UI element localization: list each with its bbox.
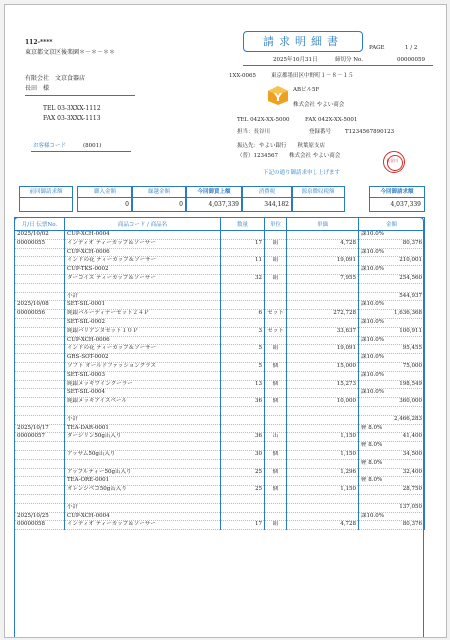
cell-qty [221,503,265,512]
summary-total: 今回御請求額 4,037,339 [369,186,425,212]
cell-date [15,380,65,389]
cell-date [15,345,65,354]
cell-qty [221,406,265,415]
cell-amount: 課10.0% [359,301,425,310]
table-row [15,468,425,477]
cell-item: ダージリン50g缶入り [65,433,221,442]
table-row [15,494,425,503]
cell-amount: 軽 8.0% [359,442,425,451]
cell-date [15,292,65,301]
cell-qty [221,283,265,292]
cell-date [15,354,65,363]
cell-price [287,503,359,512]
table-row [15,345,425,354]
cell-price [287,283,359,292]
table-row [15,231,425,240]
issuer-address1: 東京都墨田区中野町１－８－１５ [271,73,354,79]
cell-item: CUP-XCH-0004 [65,231,221,240]
cell-price [287,389,359,398]
cell-item [65,494,221,503]
cell-date: 2025/10/02 [15,231,65,240]
cell-qty: 11 [221,257,265,266]
cell-unit: 組 [265,521,287,530]
cell-qty [221,336,265,345]
cell-amount: 28,750 [359,486,425,495]
cell-item: アップルティー50g缶入り [65,468,221,477]
cell-qty: 3 [221,327,265,336]
cell-price [287,292,359,301]
company-seal [383,151,405,173]
cell-price [287,266,359,275]
cell-qty [221,477,265,486]
cell-date [15,257,65,266]
header-amount: 金額 [359,218,425,231]
cell-qty [221,415,265,424]
cell-amount: 課10.0% [359,231,425,240]
table-row [15,266,425,275]
cell-amount: 軽 8.0% [359,477,425,486]
cell-amount: 課10.0% [359,512,425,521]
cell-qty [221,292,265,301]
invoice-page [4,4,447,638]
summary-purchase: 今回御買上額 4,037,339 [185,186,243,212]
cell-unit: 組 [265,239,287,248]
line-items-table [14,217,425,530]
cell-price: 1,296 [287,468,359,477]
cell-item: SET-SIL-0003 [65,371,221,380]
cell-qty [221,354,265,363]
table-row [15,424,425,433]
cell-item: アッサム50g缶入り [65,450,221,459]
table-row [15,310,425,319]
cell-item: GRS-SOT-0002 [65,354,221,363]
cell-date [15,266,65,275]
cell-amount [359,494,425,503]
cell-price [287,354,359,363]
cell-qty [221,459,265,468]
cell-amount: 課10.0% [359,266,425,275]
issuer-address2: ABビル5F [293,87,320,93]
invoice-date: 2025年10月31日 [273,57,318,63]
cell-price: 19,091 [287,345,359,354]
cell-unit: 個 [265,362,287,371]
cell-qty: 17 [221,239,265,248]
cell-unit [265,503,287,512]
cell-item: 小計 [65,415,221,424]
cell-item [65,406,221,415]
cell-date [15,477,65,486]
cell-qty [221,266,265,275]
cell-price: 1,150 [287,450,359,459]
cell-price [287,424,359,433]
cell-price: 272,728 [287,310,359,319]
cell-amount: 210,001 [359,257,425,266]
header-qty: 数量 [221,218,265,231]
cell-date [15,336,65,345]
cell-item: CUP-XCH-0004 [65,512,221,521]
issuer-rep: 担当：長谷川 [237,129,271,135]
page-value: 1 / 2 [405,45,418,51]
cell-unit: 缶 [265,433,287,442]
customer-tel: TEL 03-3XXX-1112 [43,105,101,112]
cell-date [15,450,65,459]
cell-price [287,512,359,521]
table-row [15,274,425,283]
cell-date: 00000055 [15,239,65,248]
cell-item: インドの花 ティーカップ＆ソーサー [65,345,221,354]
cell-item: SET-SIL-0002 [65,318,221,327]
issuer-bank1: 振込先：やよい銀行 秋葉原支店 [237,143,326,149]
cell-price [287,301,359,310]
cell-date [15,318,65,327]
cell-date: 00000058 [15,521,65,530]
cell-date [15,406,65,415]
cell-unit [265,318,287,327]
cell-item: CUP-TKS-0002 [65,266,221,275]
cell-price [287,371,359,380]
cell-amount: 課10.0% [359,354,425,363]
cell-price: 15,273 [287,380,359,389]
cell-amount: 課10.0% [359,336,425,345]
cell-price [287,415,359,424]
cell-date: 2025/10/08 [15,301,65,310]
cell-amount: 軽 8.0% [359,459,425,468]
cell-price: 33,637 [287,327,359,336]
table-row [15,415,425,424]
summary-tax: 消費税 344,182 [241,186,293,212]
invoice-no-label: 締切分 No. [335,57,364,63]
cell-date [15,398,65,407]
header-item: 商品コード / 商品名 [65,218,221,231]
cell-amount [359,406,425,415]
cell-item: インディオ ティーカップ＆ソーサー [65,521,221,530]
table-row [15,486,425,495]
cell-date [15,283,65,292]
cell-qty: 25 [221,486,265,495]
cell-qty [221,389,265,398]
table-row [15,354,425,363]
cell-date [15,494,65,503]
cell-qty: 5 [221,345,265,354]
table-row [15,248,425,257]
cell-unit [265,266,287,275]
cell-qty [221,512,265,521]
cell-unit: 個 [265,398,287,407]
cell-price [287,477,359,486]
table-row [15,398,425,407]
cell-amount: 80,376 [359,521,425,530]
issuer-reg-no: T1234567890123 [345,129,395,135]
header-price: 単価 [287,218,359,231]
notice-text: 下記の通り御請求申し上げます [263,170,341,176]
issuer-bank2: （普）1234567 株式会社 やよい商会 [237,153,341,159]
cell-unit [265,512,287,521]
cell-qty: 13 [221,380,265,389]
table-row [15,318,425,327]
table-row [15,257,425,266]
cell-amount [359,283,425,292]
cell-price [287,442,359,451]
cell-date [15,327,65,336]
cell-unit: 個 [265,450,287,459]
cell-price: 4,728 [287,521,359,530]
table-row [15,521,425,530]
summary-prev: 前回御請求額 [19,186,73,212]
page-label: PAGE [369,45,385,51]
cell-unit [265,301,287,310]
cell-amount: 課10.0% [359,389,425,398]
customer-code: (8001) [83,143,102,149]
cell-amount: 360,000 [359,398,425,407]
table-row [15,283,425,292]
cell-item: インディオ ティーカップ＆ソーサー [65,239,221,248]
cell-qty [221,318,265,327]
logo-letter: Y [274,91,282,104]
customer-contact: 長田 様 [25,85,50,92]
cell-date [15,468,65,477]
customer-postal: 112-**** [25,39,53,46]
cell-unit: 個 [265,468,287,477]
cell-date [15,362,65,371]
cell-amount: 254,560 [359,274,425,283]
seal-text: 長谷川 [386,158,398,163]
table-row [15,477,425,486]
cell-unit [265,292,287,301]
cell-price [287,318,359,327]
cell-item: CUP-XCH-0006 [65,248,221,257]
cell-unit [265,231,287,240]
cell-item: SET-SIL-0001 [65,301,221,310]
cell-unit: 組 [265,345,287,354]
cell-qty: 36 [221,433,265,442]
cell-date [15,442,65,451]
cell-price: 1,150 [287,486,359,495]
cell-item: オレンジペコ50g缶入り [65,486,221,495]
cell-amount: 32,400 [359,468,425,477]
issuer-fax: FAX 042X-XX-5001 [305,117,358,123]
table-row [15,336,425,345]
cell-qty: 36 [221,398,265,407]
cell-date [15,274,65,283]
issuer-reg-label: 登録番号 [309,129,332,135]
summary-payment: 御入金額 0 [77,186,133,212]
cell-date [15,459,65,468]
cell-amount: 75,000 [359,362,425,371]
cell-date [15,248,65,257]
cell-item: CUP-XCH-0006 [65,336,221,345]
cell-date: 2025/10/25 [15,512,65,521]
cell-unit [265,494,287,503]
cell-qty: 32 [221,274,265,283]
cell-unit: 組 [265,274,287,283]
cell-price: 19,091 [287,257,359,266]
table-row [15,406,425,415]
cell-qty [221,424,265,433]
cell-price [287,248,359,257]
cell-item: 純銀メッキワインクーラー [65,380,221,389]
cell-date [15,503,65,512]
cell-qty [221,231,265,240]
table-row [15,459,425,468]
cell-unit: セット [265,310,287,319]
cell-item: ターコイズ ティーカップ＆ソーサー [65,274,221,283]
cell-amount: 課10.0% [359,318,425,327]
cell-item: 小計 [65,503,221,512]
cell-item: 純銀バルーディナーセット２４Ｐ [65,310,221,319]
cell-price: 10,000 [287,398,359,407]
cell-date [15,371,65,380]
cell-item: TEA-ORE-0001 [65,477,221,486]
cell-item: ソフト オールドファッショングラス [65,362,221,371]
cell-unit [265,283,287,292]
cell-unit [265,415,287,424]
cell-unit [265,442,287,451]
table-row [15,433,425,442]
cell-amount: 95,455 [359,345,425,354]
cell-price [287,459,359,468]
table-row [15,442,425,451]
table-row [15,503,425,512]
table-row [15,362,425,371]
cell-amount: 41,400 [359,433,425,442]
cell-amount: 80,376 [359,239,425,248]
header-unit: 単位 [265,218,287,231]
cell-price [287,336,359,345]
cell-qty: 30 [221,450,265,459]
cell-price: 7,955 [287,274,359,283]
table-row [15,450,425,459]
cell-unit: 個 [265,380,287,389]
customer-address: 東京都文京区後楽園＊－＊－＊＊ [25,49,116,56]
cell-date: 2025/10/17 [15,424,65,433]
issuer-company: 株式会社 やよい商会 [293,102,345,108]
cell-item: TEA-DAR-0001 [65,424,221,433]
cell-amount: 課10.0% [359,371,425,380]
cell-amount: 軽 8.0% [359,424,425,433]
cell-price: 4,728 [287,239,359,248]
cell-unit [265,477,287,486]
cell-amount: 2,466,283 [359,415,425,424]
document-title: 請求明細書 [243,31,363,52]
customer-code-label: お客様コード [33,143,67,149]
cell-date [15,415,65,424]
cell-qty: 25 [221,468,265,477]
cell-amount: 課10.0% [359,248,425,257]
cell-price: 15,000 [287,362,359,371]
summary-carry: 繰越金額 0 [131,186,187,212]
table-row [15,380,425,389]
customer-fax: FAX 03-3XXX-1113 [43,115,101,122]
cell-qty [221,494,265,503]
cell-unit [265,406,287,415]
invoice-no-value: 00000059 [397,57,425,63]
table-row [15,327,425,336]
cell-item: SET-SIL-0004 [65,389,221,398]
cell-amount: 544,937 [359,292,425,301]
cell-item: 純銀メッキアイスペール [65,398,221,407]
summary-withholding: 源泉徴収税額 [291,186,345,212]
cell-date [15,486,65,495]
cell-unit [265,354,287,363]
table-row [15,389,425,398]
cell-unit [265,248,287,257]
cell-qty [221,248,265,257]
cell-unit [265,424,287,433]
issuer-postal: 1XX-0065 [229,73,256,79]
cell-price: 1,150 [287,433,359,442]
cell-price [287,406,359,415]
table-row [15,301,425,310]
issuer-tel: TEL 042X-XX-5000 [237,117,290,123]
table-header [15,218,425,231]
cell-qty: 5 [221,362,265,371]
customer-company: 有限会社 文京食器店 [25,75,86,82]
cell-unit [265,459,287,468]
cell-item: インドの花 ティーカップ＆ソーサー [65,257,221,266]
cell-unit [265,371,287,380]
cell-unit: 組 [265,257,287,266]
cell-unit [265,389,287,398]
cell-qty [221,301,265,310]
cell-item [65,283,221,292]
cell-item [65,442,221,451]
cell-qty [221,371,265,380]
cell-price [287,494,359,503]
cell-date: 00000056 [15,310,65,319]
cell-date [15,389,65,398]
cell-amount: 100,911 [359,327,425,336]
table-row [15,292,425,301]
cell-qty: 17 [221,521,265,530]
table-row [15,512,425,521]
cell-unit [265,336,287,345]
cell-qty [221,442,265,451]
header-date: 月/日 伝票No. [15,218,65,231]
cell-amount: 137,050 [359,503,425,512]
cell-amount: 1,636,368 [359,310,425,319]
cell-date: 00000057 [15,433,65,442]
cell-unit: セット [265,327,287,336]
cell-item: 小計 [65,292,221,301]
cell-item: 純銀バリアンヌセット１０Ｐ [65,327,221,336]
company-logo [267,85,289,105]
cell-unit: 個 [265,486,287,495]
cell-item [65,459,221,468]
table-row [15,371,425,380]
cell-qty: 6 [221,310,265,319]
cell-amount: 34,500 [359,450,425,459]
cell-amount: 198,549 [359,380,425,389]
table-row [15,239,425,248]
cell-price [287,231,359,240]
